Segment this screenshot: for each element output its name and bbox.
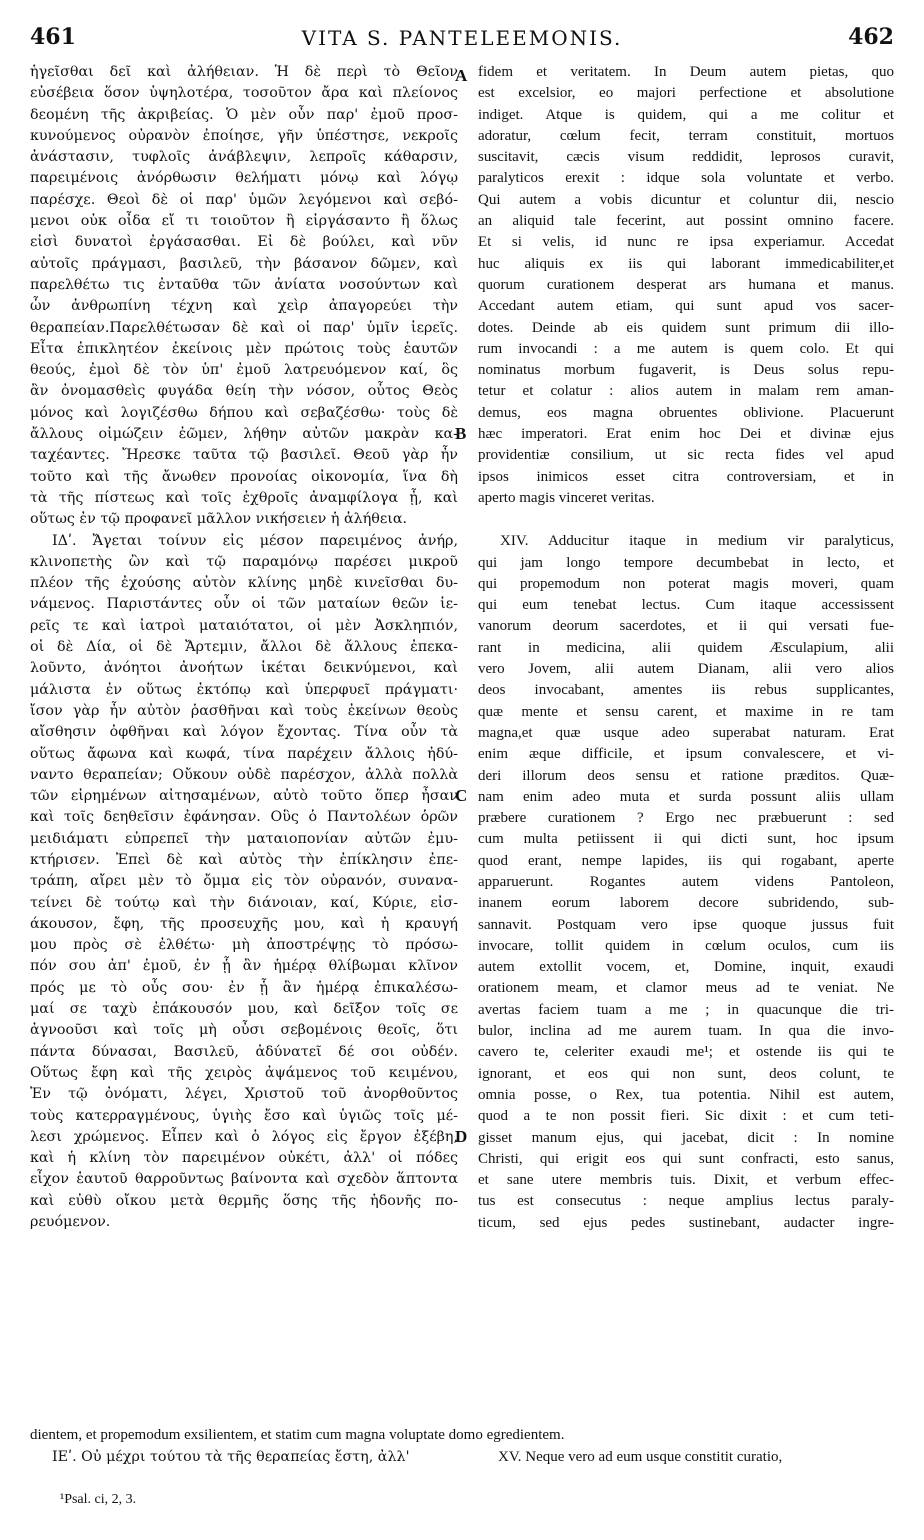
- text-line: κυνούμενος οὐρανὸν ἐποίησε, γῆν ὑπέστησε, νεκροῖς: [30, 127, 458, 144]
- text-line: ἀγνοοῦσι καὶ τοῖς μὴ οὖσι σεβομένοις θεοῖς, ὅτι: [30, 1022, 458, 1039]
- text-line: τείνει δὲ τούτῳ καὶ τὴν διάνοιαν, καί, Κύριε, εἰσ-: [30, 894, 458, 911]
- text-line: μενοι οὐκ οἶδα εἴ τι τοιοῦτον ἢ εἰργάσαντο ἢ ὅλως: [30, 213, 458, 230]
- text-line: gisset manum ejus, qui jacebat, dicit : In nomine: [478, 1129, 894, 1146]
- text-line: an aliquid tale fecerint, aut possint omnino facere.: [478, 213, 894, 230]
- text-line: τοῦτο καὶ τῆς ἄνωθεν προνοίας οἰκονομία, ἵνα δὴ: [30, 468, 458, 485]
- text-line: quæ mente et sensu carent, et maxime in re tam: [478, 703, 894, 720]
- text-line: κλινοπετὴς ὢν καὶ τῷ παραμόνῳ παρέσει μικροῦ: [30, 553, 458, 570]
- text-line: Οὕτως ἔφη καὶ τῆς χειρὸς ἀψάμενος τοῦ κειμένου,: [30, 1064, 458, 1081]
- text-line: ticum, sed ejus pedes sustinebant, audacter ingre-: [478, 1214, 894, 1231]
- text-line: rant in medicina, alii quidem Æsculapium, alii: [478, 639, 894, 656]
- text-line: bulor, inclina ad me aurem tuam. In qua die invo-: [478, 1023, 894, 1040]
- text-line: τράπη, αἴρει μὲν τὸ ὄμμα εἰς τὸν οὐρανόν, συνανα-: [30, 873, 458, 890]
- left-page-number: 461: [30, 24, 76, 50]
- text-line: εὐσέβεια ὅσον ὑψηλοτέρα, τοσοῦτον ἄρα καὶ πλείονος: [30, 85, 458, 102]
- text-line: πρός με τὸ οὖς σου· ἐν ᾗ ἂν ἡμέρᾳ ἐπικαλέσω-: [30, 979, 458, 996]
- footnote: ¹Psal. ci, 2, 3.: [60, 1492, 137, 1507]
- text-line: deos invocabant, amentes iis rebus supplicantes,: [478, 682, 894, 699]
- text-line: fidem et veritatem. In Deum autem pietas, quo: [478, 64, 894, 80]
- text-line: Accedant autem etiam, qui sunt apud vos sacer-: [478, 298, 894, 315]
- text-line: enim æque difficile, et ipsum convalescere, et vi-: [478, 746, 894, 763]
- text-line: Ἐν τῷ ὀνόματι, λέγει, Χριστοῦ τοῦ ἀνορθοῦντος: [30, 1086, 458, 1103]
- text-line: autem extollit vocem, et, Domine, inquit, exaudi: [478, 959, 894, 976]
- text-line: demus, eos magna obruentes oblivione. Placuerunt: [478, 404, 894, 421]
- text-line: Christi, qui erigit eos qui sunt confracti, esto sanus,: [478, 1150, 894, 1167]
- text-line: ναντο θεραπείαν; Οὔκουν οὐδὲ παρέσχον, ἀλλὰ πολλὰ: [30, 766, 458, 783]
- text-line: est excelsior, eo majori perfectione et absolutione: [478, 85, 894, 102]
- text-line: αἴσθησιν ὀφθῆναι καὶ λόγον ἔχοντας. Τίνα οὖν τὰ: [30, 724, 458, 741]
- text-line: nominatus morbum fugaverit, is Deus solus repu-: [478, 362, 894, 379]
- text-line: qui eum tenebat lectus. Cum itaque accessissent: [478, 597, 894, 614]
- text-line: adoratur, cœlum fecit, terram constituit, mortuos: [478, 127, 894, 144]
- greek-section-xv: ΙΕʹ. Οὐ μέχρι τούτου τὰ τῆς θεραπείας ἔστη, ἀλλ': [52, 1449, 410, 1465]
- text-line: μόνος καὶ λογιζέσθω δήπου καὶ σεβαζέσθω· τοὺς δὲ: [30, 404, 458, 421]
- text-line: τὰ τῆς πίστεως καὶ τοῖς ἐχθροῖς ἀναμφίλογα ᾖ, καὶ: [30, 489, 458, 506]
- text-line: μειδιάματι εὐπρεπεῖ τὴν ματαιοπονίαν αὐτῶν ἐμυ-: [30, 830, 458, 847]
- text-line: δεομένη τῆς ἀκριβείας. Ὁ μὲν οὖν παρ' ἐμοῦ προσ-: [30, 106, 458, 123]
- text-line: καὶ τοῖς δεηθεῖσιν ἐφάνησαν. Οὓς ὁ Παντολέων ὁρῶν: [30, 809, 458, 826]
- margin-marker-b: B: [455, 424, 467, 443]
- text-line: magna,et quæ usque adeo superabat naturam. Erat: [478, 724, 894, 741]
- text-line: αὐτοῖς πράγμασι, βασιλεῦ, τὴν βάσανον δῶμεν, καὶ: [30, 255, 458, 272]
- text-line: παρέσχε. Θεοὶ δὲ οἱ παρ' ὑμῶν λεγόμενοι καὶ σεβό-: [30, 191, 458, 208]
- text-line: Εἶτα ἐπικλητέον ἐκείνοις μὲν πρώτοις τοὺς ἑαυτῶν: [30, 340, 458, 357]
- text-line: orationem meam, et clamor meus ad te veniat. Ne: [478, 980, 894, 997]
- text-line: nam enim adeo muta et surda possunt aliis ullam: [478, 788, 894, 805]
- text-line: paralyticos erexit : idque sola voluntate et verbo.: [478, 170, 894, 187]
- margin-marker-a: A: [455, 66, 468, 85]
- text-line: οὕτως ἐν τῷ προφανεῖ μᾶλλον νικήσειεν ἡ ἀλήθεια.: [30, 511, 408, 528]
- running-header: [30, 20, 894, 56]
- text-line: ΙΔʹ. Ἄγεται τοίνυν εἰς μέσον παρειμένος ἀνήρ,: [52, 532, 458, 549]
- text-line: et sane utere membris tuis. Dixit, et verbum effec-: [478, 1172, 894, 1189]
- running-title: VITA S. PANTELEEMONIS.: [301, 26, 623, 50]
- text-line: avertas faciem tuam a me ; in quacunque die tri-: [478, 1001, 894, 1018]
- full-width-line: dientem, et propemodum exsilientem, et statim cum magna voluptate domo egredientem.: [30, 1427, 565, 1443]
- text-line: πάντα δύνασαι, Βασιλεῦ, ἀδύνατεῖ δέ σοι οὐδέν.: [30, 1043, 458, 1060]
- text-line: inanem eorum laborem decore subridendo, sub-: [478, 895, 894, 912]
- text-line: άκουσον, ἔφη, τῆς προσευχῆς μου, καὶ ἡ κραυγή: [30, 915, 458, 932]
- text-line: qui jam longo tempore decumbebat in lecto, et: [478, 554, 894, 571]
- text-line: τῶν εἰρημένων αἰτησαμένων, αὐτὸ τοῦτο ὅπερ ἦσαν: [30, 788, 458, 805]
- text-line: hæc imperatori. Erat enim hoc Dei et divinæ ejus: [478, 426, 894, 443]
- text-line: apparuerunt. Rogantes autem videns Pantoleon,: [478, 873, 894, 890]
- text-line: tus est consecutus : neque amplius lectus paraly-: [478, 1193, 894, 1210]
- text-line: πόν σου ἀπ' ἐμοῦ, ἐν ᾗ ἂν ἡμέρᾳ θλίβωμαι κλῖνον: [30, 958, 458, 975]
- text-line: quorum curationem desperat ars humana et manus.: [478, 276, 894, 293]
- text-line: ignorant, et eos qui non sunt, deos colunt, te: [478, 1065, 894, 1082]
- text-line: vero Jovem, alii autem Dianam, alii vero alios: [478, 661, 894, 678]
- text-line: ἄλλους οἰμώζειν ἐῶμεν, λήθην αὐτῶν μακρὰν κα-: [30, 426, 458, 443]
- text-line: invocare, tollit quidem in cœlum oculos, cum iis: [478, 937, 894, 954]
- text-line: Et si velis, id nunc re ipsa experiamur. Accedat: [478, 234, 894, 251]
- text-line: κτήρισεν. Ἐπεὶ δὲ καὶ αὐτὸς τὴν ἐπίκλησιν ἐπε-: [30, 851, 458, 868]
- text-line: πλέον τῆς ἐχούσης αὐτὸν κλίνης μηδὲ κινεῖσθαι δυ-: [30, 575, 458, 592]
- text-line: ἡγεῖσθαι δεῖ καὶ ἀλήθειαν. Ἡ δὲ περὶ τὸ Θεῖον: [30, 64, 458, 80]
- text-line: qui propemodum non poterat magis moveri, quam: [478, 575, 894, 592]
- text-line: tetur et colatur : alios autem in malam rem aman-: [478, 383, 894, 400]
- text-line: καὶ εὐθὺ οἴκου μετὰ θερμῆς ὅσης τῆς ἡδονῆς πο-: [30, 1192, 458, 1209]
- text-line: οἱ δὲ Δία, οἱ δὲ Ἄρτεμιν, ἄλλοι δὲ ἄλλους ἐπεκα-: [30, 639, 458, 656]
- right-page-number: 462: [848, 24, 894, 50]
- text-line: μου πρὸς σὲ ἐλθέτω· μὴ ἀποστρέψῃς τὸ πρόσω-: [30, 937, 458, 954]
- section-gap: [478, 509, 894, 531]
- text-line: τοὺς κατερραγμένους, ὑγιὴς ἔσο καὶ ὑγιῶς τοῖς μέ-: [30, 1107, 458, 1124]
- text-line: παρειμένοις ἀνόρθωσιν θελήματι μόνῳ καὶ λόγῳ: [30, 170, 458, 187]
- text-line: sannavit. Postquam vero ipse quoque jussus fuit: [478, 916, 894, 933]
- text-line: deri illorum deos sensu et ratione præditos. Quæ-: [478, 767, 894, 784]
- text-line: οὕτως ἄφωνα καὶ κωφά, τίνα παρέχειν ἄλλοις ἠδύ-: [30, 745, 458, 762]
- greek-column: [30, 62, 458, 1233]
- text-line: παρελθέτω τις ἐνταῦθα τῶν ἀνίατα νοσούντων καὶ: [30, 276, 458, 293]
- text-line: καὶ ἡ κλίνη τὸν παρειμένον οὐκέτι, ἀλλ' οἱ πόδες: [30, 1150, 458, 1167]
- text-line: ἂν ὀνομασθεὶς φυγάδα θείη τὴν νόσον, οὗτος Θεὸς: [30, 383, 458, 400]
- text-line: omnia posse, o Rex, tua potentia. Nihil est autem,: [478, 1086, 894, 1103]
- text-line: λοῦντο, ἀνόητοι ἀνοήτων ἱκέται δεικνύμενοι, καὶ: [30, 660, 458, 677]
- text-line: providentiæ consilium, ut sic recta fides vel apud: [478, 447, 894, 464]
- text-line: λεσι χρώμενος. Εἶπεν καὶ ὁ λόγος εἰς ἔργον ἐξέβη,: [30, 1128, 458, 1145]
- text-line: huc aliquis ex iis qui laborant immedicabiliter,et: [478, 255, 894, 272]
- text-line: ἴσον γὰρ ἦν αὐτὸν ῥασθῆναι καὶ τοὺς ἐκείνων θεοὺς: [30, 702, 458, 719]
- text-line: Qui autem a vobis dicuntur et coluntur dii, nescio: [478, 191, 894, 208]
- text-line: vanorum deorum sacerdotes, et ii qui versati fue-: [478, 618, 894, 635]
- text-line: εἶχον ἑαυτοῦ θαρροῦντως βαίνοντα καὶ σχεδὸν ἅπτοντα: [30, 1171, 458, 1188]
- text-line: νάμενος. Παριστάντες οὖν οἱ τῶν ματαίων θεῶν ἱε-: [30, 596, 458, 613]
- text-line: præbere curationem ? Ergo nec præbuerunt : sed: [478, 810, 894, 827]
- text-line: suscitavit, cæcis visum reddidit, leprosos curavit,: [478, 149, 894, 166]
- text-line: εἰσὶ δυνατοὶ ἐργάσασθαι. Εἰ δὲ βούλει, καὶ νῦν: [30, 234, 458, 251]
- margin-marker-c: C: [455, 786, 468, 805]
- text-line: quod erant, nempe lapides, iis qui rogabant, aperte: [478, 852, 894, 869]
- text-line: ipsos inimicos esset citra controversiam, et in: [478, 468, 894, 485]
- latin-section-xv: XV. Neque vero ad eum usque constitit curatio,: [498, 1449, 783, 1465]
- text-line: θεούς, ἐμοὶ δὲ τὸν ὑπ' ἐμοῦ λατρευόμενον καί, ὃς: [30, 362, 458, 379]
- text-line: dotes. Deinde ab eis quidem sunt primum dii illo-: [478, 319, 894, 336]
- text-line: cavero te, celeriter exaudi me¹; et ostende iis qui te: [478, 1044, 894, 1061]
- latin-column: [478, 62, 894, 1234]
- text-line: ρευόμενον.: [30, 1214, 111, 1231]
- text-line: ἀνάστασιν, τυφλοῖς ἀνάβλεψιν, λεπροῖς κάθαρσιν,: [30, 149, 458, 166]
- text-line: XIV. Adducitur itaque in medium vir paralyticus,: [500, 533, 894, 550]
- text-line: ὧν ἀνθρωπίνη τέχνη καὶ χεὶρ ἀπαγορεύει τὴν: [30, 298, 458, 315]
- text-line: ρεῖς τε καὶ ἰατροὶ ματαιότατοι, οἱ μὲν Ἀσκληπιόν,: [30, 617, 458, 634]
- margin-marker-d: D: [455, 1127, 468, 1146]
- text-line: quod a te non possit fieri. Sic dixit : et cum teti-: [478, 1108, 894, 1125]
- text-line: rum invocandi : a me autem is quem colo. Et qui: [478, 340, 894, 357]
- text-line: μαί σε ταχὺ ἐπάκουσόν μου, καὶ δεῖξον τοῖς σε: [30, 1001, 458, 1018]
- text-line: indiget. Atque is quidem, qui a me colitur et: [478, 106, 894, 123]
- text-line: cum multa petiissent ii qui dicti sunt, hoc ipsum: [478, 831, 894, 848]
- text-line: ταχέαντες. Ἤρεσκε ταῦτα τῷ βασιλεῖ. Θεοῦ γὰρ ἦν: [30, 447, 458, 464]
- text-line: μάλιστα ἐν οὕτως ἐκτόπῳ καὶ ὑπερφυεῖ πράγματι·: [30, 681, 458, 698]
- text-line: θεραπείαν.Παρελθέτωσαν δὲ καὶ οἱ παρ' ὑμῖν ἱερεῖς.: [30, 319, 458, 336]
- text-line: aperto magis vinceret veritas.: [478, 489, 655, 506]
